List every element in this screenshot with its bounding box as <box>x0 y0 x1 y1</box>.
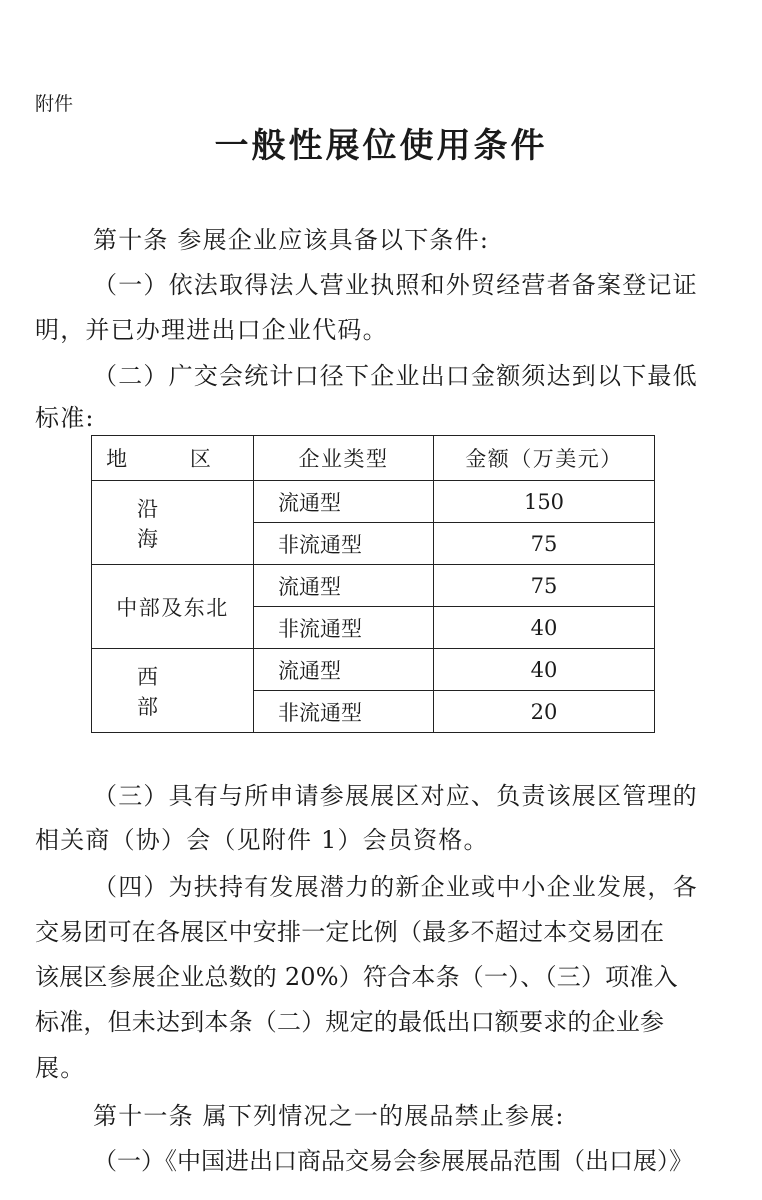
amount-cell: 150 <box>434 481 655 523</box>
amount-cell: 40 <box>434 649 655 691</box>
table-row <box>92 481 655 523</box>
article10-item1-line2: 明，并已办理进出口企业代码。 <box>35 316 388 344</box>
article10-item3-line1: （三）具有与所申请参展展区对应、负责该展区管理的 <box>93 782 698 810</box>
amount-cell: 20 <box>434 691 655 733</box>
amount-cell: 40 <box>434 607 655 649</box>
region-cell: 西 部 <box>92 649 254 733</box>
article11-heading: 第十一条 属下列情况之一的展品禁止参展: <box>93 1102 565 1130</box>
type-cell: 流通型 <box>254 649 434 691</box>
type-cell: 非流通型 <box>254 523 434 565</box>
page-title: 一般性展位使用条件 <box>214 126 548 166</box>
type-cell: 流通型 <box>254 565 434 607</box>
amount-cell: 75 <box>434 565 655 607</box>
header-region: 地 区 <box>92 436 254 481</box>
article10-item3-line2: 相关商（协）会（见附件 1）会员资格。 <box>35 826 489 854</box>
article10-item2-line2: 标准: <box>35 404 95 432</box>
header-enterprise-type: 企业类型 <box>254 436 434 481</box>
region-cell: 中部及东北 <box>92 565 254 649</box>
article10-item4-line4: 标准，但未达到本条（二）规定的最低出口额要求的企业参 <box>35 1008 665 1036</box>
header-amount: 金额（万美元） <box>434 436 655 481</box>
type-cell: 非流通型 <box>254 607 434 649</box>
table-row <box>92 649 655 691</box>
type-cell: 流通型 <box>254 481 434 523</box>
type-cell: 非流通型 <box>254 691 434 733</box>
table-row <box>92 565 655 607</box>
attachment-label: 附件 <box>35 93 74 115</box>
article10-item4-line5: 展。 <box>35 1054 86 1082</box>
minimum-export-table <box>91 435 655 733</box>
region-cell: 沿 海 <box>92 481 254 565</box>
article10-item4-line2: 交易团可在各展区中安排一定比例（最多不超过本交易团在 <box>35 918 665 946</box>
article10-item2-line1: （二）广交会统计口径下企业出口金额须达到以下最低 <box>93 362 698 390</box>
amount-cell: 75 <box>434 523 655 565</box>
article10-item1-line1: （一）依法取得法人营业执照和外贸经营者备案登记证 <box>93 271 698 299</box>
article10-item4-line3: 该展区参展企业总数的 20%）符合本条（一）、（三）项准入 <box>35 963 678 991</box>
article10-heading: 第十条 参展企业应该具备以下条件: <box>93 226 490 254</box>
table-header-row <box>92 436 655 481</box>
article11-item1-line1: （一）《中国进出口商品交易会参展展品范围（出口展）》 <box>93 1147 693 1175</box>
article10-item4-line1: （四）为扶持有发展潜力的新企业或中小企业发展，各 <box>93 873 698 901</box>
